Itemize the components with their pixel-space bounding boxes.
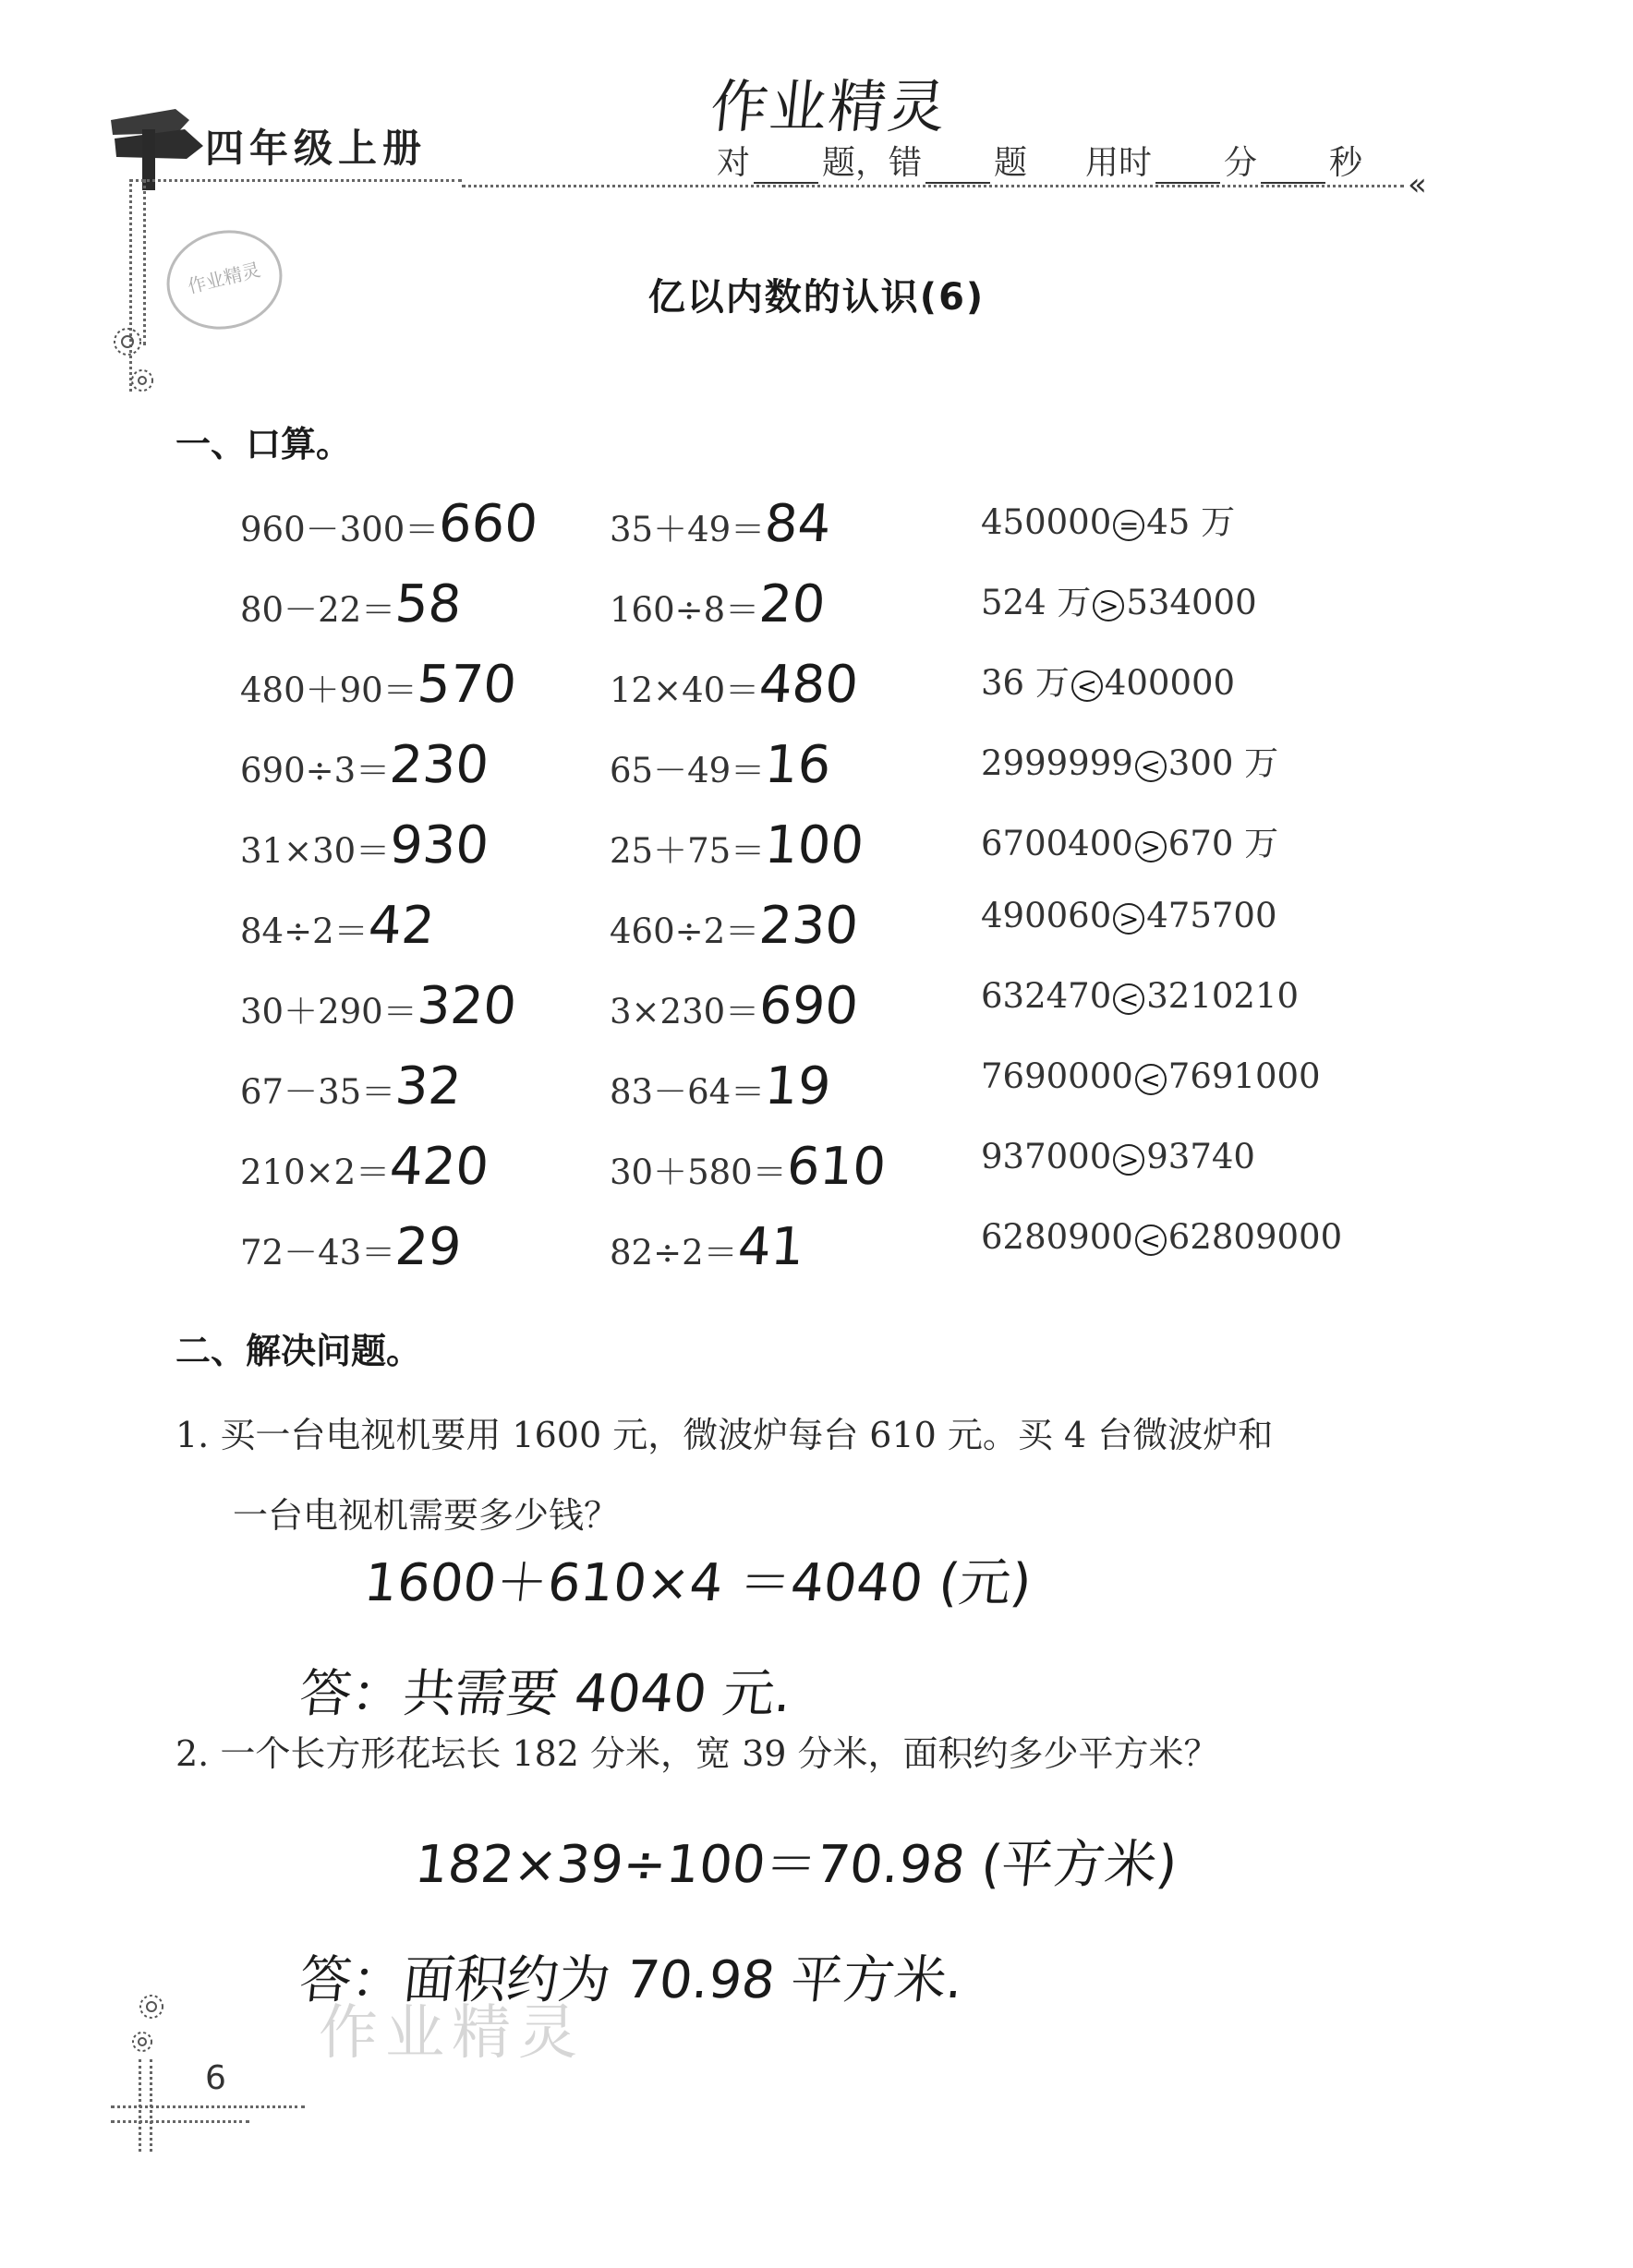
compare-right: 475700	[1146, 896, 1277, 935]
compare-right: 7691000	[1167, 1056, 1321, 1096]
compare-right: 45 万	[1146, 502, 1236, 542]
mental-math-column-1	[240, 494, 538, 1297]
math-row	[240, 896, 538, 976]
circle-dots-icon	[109, 323, 164, 397]
problem-2-work: 182×39÷100＝70.98 (平方米)	[412, 1835, 1180, 1895]
mental-math-column-2	[610, 494, 886, 1297]
math-row	[240, 976, 538, 1056]
minutes-label: 分	[1223, 144, 1257, 182]
time-minutes-blank[interactable]	[1155, 154, 1220, 184]
seconds-label: 秒	[1328, 144, 1362, 182]
math-expression: 84÷2＝	[240, 911, 369, 951]
handwritten-answer: 230	[756, 896, 861, 956]
section2-heading: 二、解决问题。	[175, 1331, 422, 1371]
score-question-label: 题	[994, 144, 1028, 182]
math-expression: 83－64＝	[610, 1072, 766, 1112]
watermark: 作业精灵	[319, 1999, 585, 2068]
handwritten-answer: 42	[366, 896, 437, 956]
compare-left: 524 万	[981, 583, 1092, 622]
margin-dotted-line-2	[143, 179, 146, 345]
handwritten-answer: 420	[387, 1137, 491, 1197]
problem-1-text-line-1: 1. 买一台电视机要用 1600 元，微波炉每台 610 元。买 4 台微波炉和	[175, 1415, 1274, 1455]
math-expression: 960－300＝	[240, 510, 440, 549]
math-expression: 25＋75＝	[610, 831, 766, 871]
handwritten-answer: 20	[756, 574, 828, 634]
compare-right: 534000	[1126, 583, 1257, 622]
math-expression: 30＋580＝	[610, 1152, 787, 1192]
handwritten-answer: 41	[735, 1217, 806, 1277]
compare-row	[981, 1056, 1342, 1137]
math-expression: 31×30＝	[240, 831, 391, 871]
page-number: 6	[205, 2059, 226, 2097]
math-row	[610, 896, 886, 976]
compare-right: 3210210	[1146, 976, 1300, 1016]
math-expression: 480＋90＝	[240, 670, 417, 710]
compare-left: 450000	[981, 502, 1112, 542]
handwritten-answer: 570	[415, 655, 518, 715]
math-row	[240, 735, 538, 815]
handwritten-answer: 58	[393, 574, 464, 634]
handwritten-answer: 100	[762, 815, 866, 875]
math-expression: 460÷2＝	[610, 911, 760, 951]
header-divider-left	[129, 179, 462, 182]
math-expression: 12×40＝	[610, 670, 760, 710]
header-divider-right	[462, 185, 1404, 187]
handwritten-answer: 690	[756, 976, 861, 1036]
score-correct-label: 对	[717, 144, 751, 182]
math-expression: 160÷8＝	[610, 590, 760, 630]
math-expression: 35＋49＝	[610, 510, 766, 549]
handwritten-answer: 19	[762, 1056, 833, 1116]
problem-2-text-line-1: 2. 一个长方形花坛长 182 分米，宽 39 分米，面积约多少平方米？	[175, 1733, 1219, 1774]
score-wrong-blank[interactable]	[925, 154, 990, 184]
stamp-text: 作业精灵	[185, 258, 263, 298]
math-expression: 65－49＝	[610, 751, 766, 790]
score-row	[717, 137, 1362, 184]
math-row	[240, 815, 538, 896]
problem-2-answer: 答：面积约为 70.98 平方米.	[296, 1950, 966, 2010]
math-row	[240, 655, 538, 735]
handwritten-answer: 930	[387, 815, 491, 875]
handwritten-answer: 660	[436, 494, 540, 554]
footer-divider	[111, 2105, 305, 2108]
compare-right: 400000	[1104, 663, 1236, 703]
brand-handwritten: 作业精灵	[707, 73, 951, 140]
compare-symbol: >	[1093, 590, 1124, 621]
footer-circle-dots-icon	[129, 1990, 185, 2064]
compare-left: 2999999	[981, 743, 1133, 783]
compare-right: 670 万	[1167, 824, 1279, 863]
compare-row	[981, 896, 1342, 976]
footer-divider-2	[111, 2120, 249, 2123]
problem-1-text-line-2: 一台电视机需要多少钱？	[233, 1495, 620, 1536]
handwritten-answer: 84	[762, 494, 833, 554]
compare-symbol: <	[1113, 983, 1144, 1015]
time-label: 用时	[1084, 144, 1152, 182]
math-row	[610, 1056, 886, 1137]
handwritten-answer: 610	[784, 1137, 888, 1197]
chevron-left-icon: «	[1408, 166, 1427, 203]
handwritten-answer: 16	[762, 735, 833, 795]
compare-row	[981, 574, 1342, 655]
score-wrong-label: 题，错	[822, 144, 923, 182]
compare-right: 62809000	[1167, 1217, 1343, 1257]
compare-row	[981, 1217, 1342, 1297]
page-title: 亿以内数的认识(6)	[647, 276, 986, 319]
compare-symbol: <	[1135, 751, 1167, 782]
compare-row	[981, 494, 1342, 574]
math-expression: 80－22＝	[240, 590, 396, 630]
math-row	[610, 976, 886, 1056]
compare-symbol: >	[1135, 831, 1167, 863]
compare-symbol: >	[1113, 903, 1144, 935]
math-row	[240, 1056, 538, 1137]
compare-row	[981, 976, 1342, 1056]
handwritten-answer: 32	[393, 1056, 464, 1116]
handwritten-answer: 29	[393, 1217, 464, 1277]
problem-1-answer: 答：共需要 4040 元.	[296, 1664, 794, 1724]
compare-row	[981, 815, 1342, 896]
compare-left: 490060	[981, 896, 1112, 935]
compare-right: 93740	[1146, 1137, 1255, 1176]
section1-heading: 一、口算。	[175, 424, 352, 464]
handwritten-answer: 480	[756, 655, 861, 715]
handwritten-answer: 320	[415, 976, 518, 1036]
compare-row	[981, 735, 1342, 815]
math-row	[610, 655, 886, 735]
compare-symbol: =	[1113, 510, 1144, 541]
math-row	[610, 494, 886, 574]
compare-left: 36 万	[981, 663, 1070, 703]
compare-symbol: <	[1135, 1064, 1167, 1095]
compare-right: 300 万	[1167, 743, 1279, 783]
compare-left: 7690000	[981, 1056, 1133, 1096]
math-row	[240, 494, 538, 574]
math-row	[240, 574, 538, 655]
time-seconds-blank[interactable]	[1261, 154, 1325, 184]
math-expression: 82÷2＝	[610, 1233, 738, 1273]
math-expression: 690÷3＝	[240, 751, 391, 790]
score-correct-blank[interactable]	[754, 154, 818, 184]
compare-row	[981, 1137, 1342, 1217]
compare-symbol: <	[1135, 1224, 1167, 1256]
math-expression: 3×230＝	[610, 992, 760, 1031]
math-row	[610, 1137, 886, 1217]
math-row	[240, 1137, 538, 1217]
math-expression: 72－43＝	[240, 1233, 396, 1273]
math-expression: 67－35＝	[240, 1072, 396, 1112]
compare-left: 937000	[981, 1137, 1112, 1176]
grade-label: 四年级上册	[205, 126, 428, 171]
math-row	[610, 1217, 886, 1297]
compare-symbol: <	[1071, 670, 1103, 702]
math-row	[610, 735, 886, 815]
compare-left: 6700400	[981, 824, 1133, 863]
compare-row	[981, 655, 1342, 735]
math-expression: 210×2＝	[240, 1152, 391, 1192]
compare-left: 6280900	[981, 1217, 1133, 1257]
compare-column	[981, 494, 1342, 1297]
handwritten-answer: 230	[387, 735, 491, 795]
compare-symbol: >	[1113, 1144, 1144, 1176]
math-row	[610, 815, 886, 896]
math-row	[240, 1217, 538, 1297]
math-expression: 30＋290＝	[240, 992, 417, 1031]
compare-left: 632470	[981, 976, 1112, 1016]
math-row	[610, 574, 886, 655]
problem-1-work: 1600＋610×4 ＝4040 (元)	[361, 1553, 1034, 1613]
